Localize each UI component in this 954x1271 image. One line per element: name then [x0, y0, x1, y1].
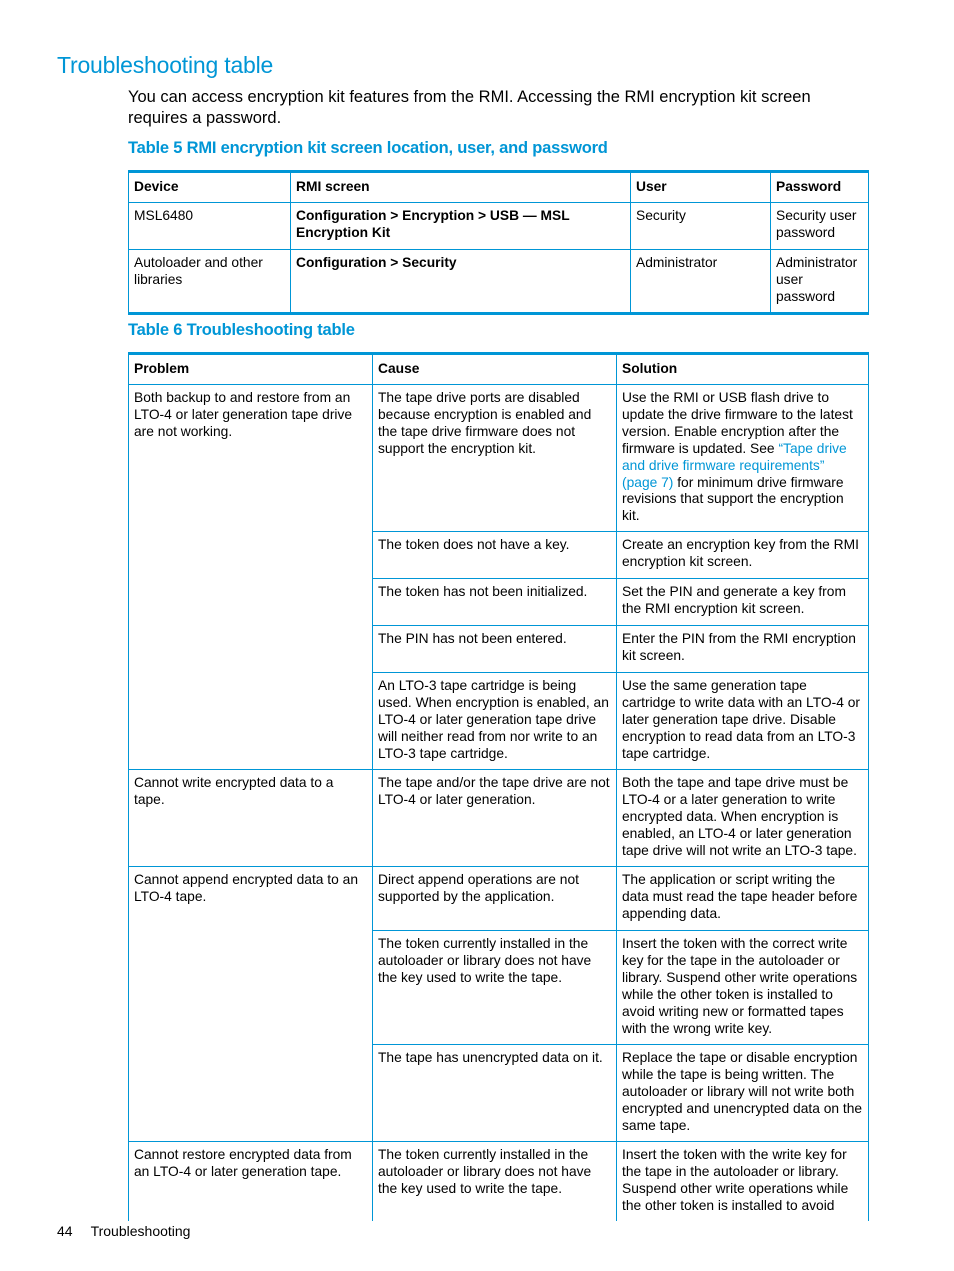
table-row [129, 867, 869, 931]
user-cell: Administrator [631, 250, 771, 314]
table-row [129, 250, 869, 314]
table-header-row [129, 172, 869, 203]
solution-cell: Insert the token with the correct write key for the tape in the autoloader or library. Suspend other write operations while the other token is installed to avoid writing new or formatted tapes with the wrong write key. [617, 931, 869, 1045]
col-header-cause: Cause [373, 354, 617, 385]
solution-cell: Insert the token with the write key for the tape in the autoloader or library. Suspend other write operations while the other token is installed to avoid [617, 1142, 869, 1221]
solution-cell: Set the PIN and generate a key from the RMI encryption kit screen. [617, 579, 869, 626]
col-header-rmi-screen: RMI screen [291, 172, 631, 203]
troubleshooting-table [128, 352, 869, 1221]
rmi-screen-cell: Configuration > Encryption > USB — MSL Encryption Kit [291, 203, 631, 250]
table5-caption: Table 5 RMI encryption kit screen location, user, and password [128, 139, 608, 157]
cause-cell: Direct append operations are not supported by the application. [373, 867, 617, 931]
solution-cell [617, 385, 869, 532]
cause-cell: The PIN has not been entered. [373, 626, 617, 673]
col-header-solution: Solution [617, 354, 869, 385]
intro-paragraph: You can access encryption kit features from the RMI. Accessing the RMI encryption kit screen requires a password. [128, 88, 811, 127]
rmi-screen-cell: Configuration > Security [291, 250, 631, 314]
footer-section: Troubleshooting [90, 1223, 191, 1239]
page-heading: Troubleshooting table [57, 52, 274, 78]
col-header-problem: Problem [129, 354, 373, 385]
solution-cell: Both the tape and tape drive must be LTO-4 or a later generation to write encrypted data. When encryption is enabled, an LTO-4 or later generation tape drive will not write an LTO-3 tape. [617, 770, 869, 867]
problem-cell: Cannot write encrypted data to a tape. [129, 770, 373, 867]
cause-cell: The token does not have a key. [373, 532, 617, 579]
solution-text: for minimum drive firmware revisions that support the encryption kit. [622, 474, 844, 524]
solution-cell: Enter the PIN from the RMI encryption kit screen. [617, 626, 869, 673]
problem-cell: Cannot append encrypted data to an LTO-4 tape. [129, 867, 373, 1142]
problem-cell: Cannot restore encrypted data from an LTO-4 or later generation tape. [129, 1142, 373, 1221]
cause-cell: The token currently installed in the autoloader or library does not have the key used to write the tape. [373, 1142, 617, 1221]
table6-caption: Table 6 Troubleshooting table [128, 321, 355, 339]
table-header-row [129, 354, 869, 385]
table-row [129, 203, 869, 250]
col-header-device: Device [129, 172, 291, 203]
solution-cell: Replace the tape or disable encryption while the tape is being written. The autoloader or library will not write both encrypted and unencrypted data on the same tape. [617, 1045, 869, 1142]
cause-cell: The token currently installed in the autoloader or library does not have the key used to write the tape. [373, 931, 617, 1045]
cause-cell: The tape and/or the tape drive are not LTO-4 or later generation. [373, 770, 617, 867]
solution-text: Use the RMI or USB flash drive to update the drive firmware to the latest version. Enable encryption after the firmware is updated. See [622, 390, 853, 456]
table-row [129, 1142, 869, 1221]
user-cell: Security [631, 203, 771, 250]
solution-cell: Create an encryption key from the RMI encryption kit screen. [617, 532, 869, 579]
problem-cell: Both backup to and restore from an LTO-4 or later generation tape drive are not working. [129, 385, 373, 770]
device-cell: Autoloader and other libraries [129, 250, 291, 314]
page-footer [57, 1223, 190, 1239]
device-cell: MSL6480 [129, 203, 291, 250]
password-cell: Administrator user password [771, 250, 869, 314]
solution-cell: The application or script writing the data must read the tape header before appending data. [617, 867, 869, 931]
rmi-screen-table [128, 170, 869, 315]
firmware-requirements-link[interactable]: “Tape drive and drive firmware requirements” (page 7) [622, 440, 847, 490]
cause-cell: The token has not been initialized. [373, 579, 617, 626]
table-row [129, 770, 869, 867]
cause-cell: The tape drive ports are disabled because encryption is enabled and the tape drive firmware does not support the encryption kit. [373, 385, 617, 532]
password-cell: Security user password [771, 203, 869, 250]
col-header-user: User [631, 172, 771, 203]
cause-cell: An LTO-3 tape cartridge is being used. When encryption is enabled, an LTO-4 or later generation tape drive will neither read from nor write to an LTO-3 tape cartridge. [373, 673, 617, 770]
col-header-password: Password [771, 172, 869, 203]
solution-cell: Use the same generation tape cartridge to write data with an LTO-4 or later generation tape drive. Disable encryption to read data from an LTO-3 tape cartridge. [617, 673, 869, 770]
cause-cell: The tape has unencrypted data on it. [373, 1045, 617, 1142]
table-row [129, 385, 869, 532]
page-number: 44 [57, 1223, 73, 1239]
